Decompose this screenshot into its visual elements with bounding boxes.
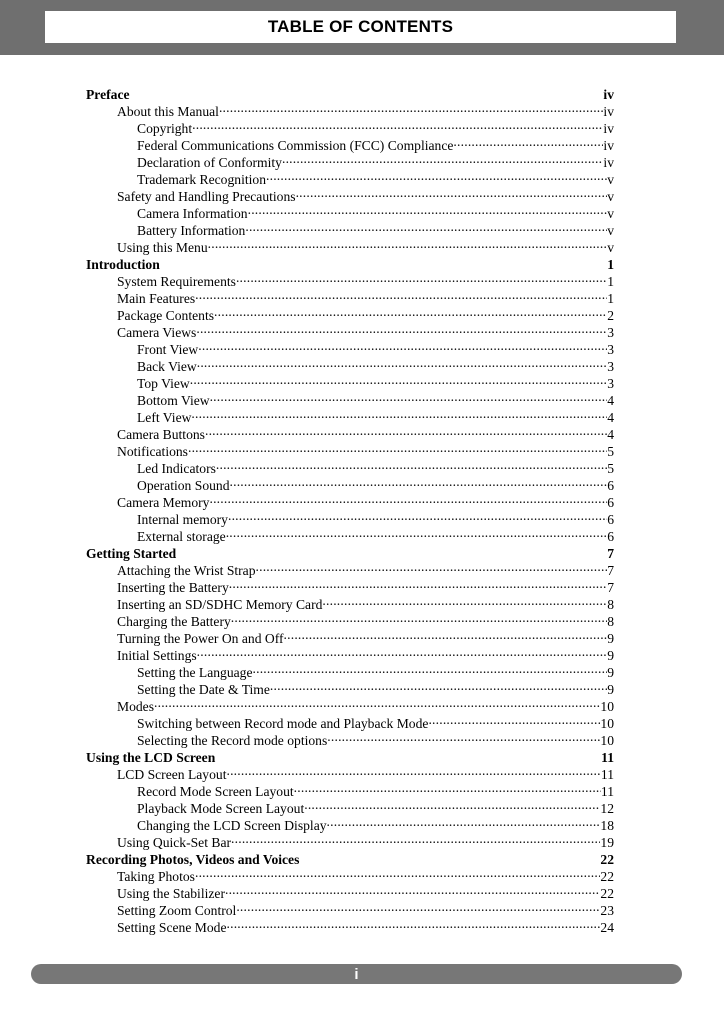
toc-entry-title: Using the Stabilizer (117, 886, 225, 901)
toc-entry-page: 11 (601, 750, 614, 765)
toc-entry-title: Safety and Handling Precautions (117, 189, 296, 204)
toc-entry-page: v (607, 172, 614, 187)
dot-leader (327, 813, 601, 830)
toc-entry-title: Package Contents (117, 308, 215, 323)
toc-entry-title: Main Features (117, 291, 196, 306)
toc-entry-page: 3 (607, 376, 614, 391)
toc-entry-title: Front View (137, 342, 199, 357)
toc-entry-page: v (607, 206, 614, 221)
dot-leader (226, 524, 608, 541)
toc-entry-page: 1 (607, 274, 614, 289)
toc-entry-page: 12 (600, 801, 614, 816)
dot-leader (322, 592, 607, 609)
toc-entry-title: Introduction (86, 257, 160, 272)
dot-leader (231, 609, 607, 626)
dot-leader (226, 762, 600, 779)
toc-entry-title: Using the LCD Screen (86, 750, 216, 765)
toc-entry-title: Using Quick-Set Bar (117, 835, 232, 850)
toc-entry-page: 1 (607, 257, 614, 272)
toc-entry-page: 7 (607, 546, 614, 561)
toc-entry-page: 11 (600, 784, 614, 799)
toc-entry-title: Setting the Language (137, 665, 253, 680)
dot-leader (192, 116, 603, 133)
toc-entry-title: Attaching the Wrist Strap (117, 563, 256, 578)
toc-entry-page: 8 (607, 614, 614, 629)
dot-leader (197, 354, 607, 371)
toc-entry-title: Inserting the Battery (117, 580, 229, 595)
toc-entry-page: 6 (607, 529, 614, 544)
toc-entry-page: iv (603, 138, 614, 153)
toc-entry-title: Using this Menu (117, 240, 208, 255)
toc-entry-title: Battery Information (137, 223, 246, 238)
toc-entry-page: 11 (600, 767, 614, 782)
toc-entry-page: 3 (607, 342, 614, 357)
toc-entry-page: 7 (607, 580, 614, 595)
toc-entry-title: Camera Buttons (117, 427, 205, 442)
toc-entry-page: 8 (607, 597, 614, 612)
toc-section[interactable] (86, 269, 614, 289)
toc-section[interactable] (86, 99, 614, 119)
toc-entry-page: 23 (600, 903, 614, 918)
toc-entry-title: Preface (86, 87, 130, 102)
dot-leader (209, 490, 607, 507)
toc-entry-title: Internal memory (137, 512, 228, 527)
dot-leader (231, 830, 600, 847)
dot-leader (245, 218, 607, 235)
toc-entry-page: 24 (600, 920, 614, 935)
toc-entry-title: Setting the Date & Time (137, 682, 270, 697)
dot-leader (190, 371, 607, 388)
toc-entry-title: Trademark Recognition (137, 172, 266, 187)
toc-entry-page: 22 (600, 886, 614, 901)
dot-leader (327, 728, 600, 745)
dot-leader (282, 150, 603, 167)
dot-leader (188, 439, 607, 456)
toc-entry-page: 22 (600, 869, 614, 884)
toc-entry-page: v (607, 189, 614, 204)
toc-entry-page: 4 (607, 427, 614, 442)
table-of-contents (86, 82, 614, 935)
toc-entry-page: 9 (607, 631, 614, 646)
dot-leader (304, 796, 600, 813)
toc-entry-page: 6 (607, 478, 614, 493)
toc-entry-title: Modes (117, 699, 155, 714)
toc-entry-page: v (607, 240, 614, 255)
toc-entry-title: Notifications (117, 444, 188, 459)
toc-entry-page: 6 (607, 495, 614, 510)
dot-leader (195, 864, 600, 881)
dot-leader (225, 881, 600, 898)
toc-entry-page: 4 (607, 410, 614, 425)
toc-entry-page: 10 (600, 733, 614, 748)
toc-entry-title: Turning the Power On and Off (117, 631, 284, 646)
toc-entry-title: Copyright (137, 121, 193, 136)
dot-leader (428, 711, 600, 728)
dot-leader (219, 99, 603, 116)
toc-entry-page: v (607, 223, 614, 238)
dot-leader (205, 422, 607, 439)
dot-leader (195, 286, 607, 303)
page-number: i (354, 965, 359, 983)
toc-entry-title: LCD Screen Layout (117, 767, 227, 782)
toc-entry-page: iv (603, 121, 614, 136)
toc-entry-title: Recording Photos, Videos and Voices (86, 852, 300, 867)
toc-entry-page: 4 (607, 393, 614, 408)
dot-leader (154, 694, 600, 711)
toc-entry-page: iv (603, 87, 614, 102)
toc-entry-page: 18 (600, 818, 614, 833)
page-title: TABLE OF CONTENTS (45, 11, 676, 43)
toc-entry-page: 1 (607, 291, 614, 306)
toc-entry-page: 6 (607, 512, 614, 527)
toc-entry-title: Playback Mode Screen Layout (137, 801, 305, 816)
toc-entry-title: Bottom View (137, 393, 210, 408)
dot-leader (191, 405, 607, 422)
toc-entry-title: Camera Memory (117, 495, 210, 510)
toc-entry-page: 7 (607, 563, 614, 578)
toc-entry-title: Getting Started (86, 546, 177, 561)
toc-entry-title: Record Mode Screen Layout (137, 784, 294, 799)
toc-entry-title: Setting Scene Mode (117, 920, 227, 935)
toc-entry-title: Back View (137, 359, 197, 374)
dot-leader (453, 133, 603, 150)
toc-entry-page: 22 (600, 852, 614, 867)
dot-leader (214, 303, 607, 320)
header-band (0, 0, 724, 55)
toc-entry-page: 9 (607, 665, 614, 680)
toc-entry-title: Taking Photos (117, 869, 195, 884)
toc-entry-title: Camera Views (117, 325, 197, 340)
toc-entry-page: 5 (607, 444, 614, 459)
toc-entry-page: 9 (607, 682, 614, 697)
dot-leader (216, 456, 607, 473)
toc-entry-title: Operation Sound (137, 478, 230, 493)
toc-entry-page: 3 (607, 325, 614, 340)
dot-leader (228, 507, 607, 524)
toc-chapter[interactable] (86, 82, 614, 102)
dot-leader (196, 320, 607, 337)
toc-entry-title: Selecting the Record mode options (137, 733, 328, 748)
dot-leader (197, 643, 608, 660)
toc-section[interactable] (86, 694, 614, 714)
toc-entry-title: Inserting an SD/SDHC Memory Card (117, 597, 323, 612)
footer-bar (31, 964, 682, 984)
toc-entry-page: 2 (607, 308, 614, 323)
toc-entry-title: Top View (137, 376, 190, 391)
toc-entry-title: Led Indicators (137, 461, 216, 476)
dot-leader (236, 898, 600, 915)
toc-entry-page: 5 (607, 461, 614, 476)
toc-entry-title: Declaration of Conformity (137, 155, 282, 170)
toc-entry-page: 9 (607, 648, 614, 663)
dot-leader (227, 915, 601, 932)
toc-entry-page: 3 (607, 359, 614, 374)
toc-entry-title: Charging the Battery (117, 614, 231, 629)
toc-entry-page: 10 (600, 699, 614, 714)
toc-entry-title: Switching between Record mode and Playback Mode (137, 716, 429, 731)
dot-leader (248, 201, 608, 218)
dot-leader (296, 184, 608, 201)
dot-leader (208, 235, 608, 252)
dot-leader (256, 558, 608, 575)
toc-entry-title: Federal Communications Commission (FCC) Compliance (137, 138, 454, 153)
dot-leader (229, 575, 607, 592)
toc-entry-title: Camera Information (137, 206, 248, 221)
dot-leader (236, 269, 607, 286)
toc-entry-title: System Requirements (117, 274, 236, 289)
toc-entry-title: Initial Settings (117, 648, 197, 663)
toc-entry-title: External storage (137, 529, 226, 544)
toc-subsection[interactable] (86, 711, 614, 731)
toc-entry-page: 19 (600, 835, 614, 850)
dot-leader (284, 626, 608, 643)
toc-entry-page: 10 (600, 716, 614, 731)
toc-entry-page: iv (603, 104, 614, 119)
dot-leader (294, 779, 601, 796)
dot-leader (210, 388, 608, 405)
dot-leader (253, 660, 608, 677)
dot-leader (230, 473, 608, 490)
toc-entry-title: About this Manual (117, 104, 219, 119)
toc-entry-title: Left View (137, 410, 192, 425)
dot-leader (198, 337, 607, 354)
toc-entry-title: Changing the LCD Screen Display (137, 818, 327, 833)
dot-leader (270, 677, 607, 694)
toc-entry-page: iv (603, 155, 614, 170)
dot-leader (266, 167, 607, 184)
toc-entry-title: Setting Zoom Control (117, 903, 237, 918)
